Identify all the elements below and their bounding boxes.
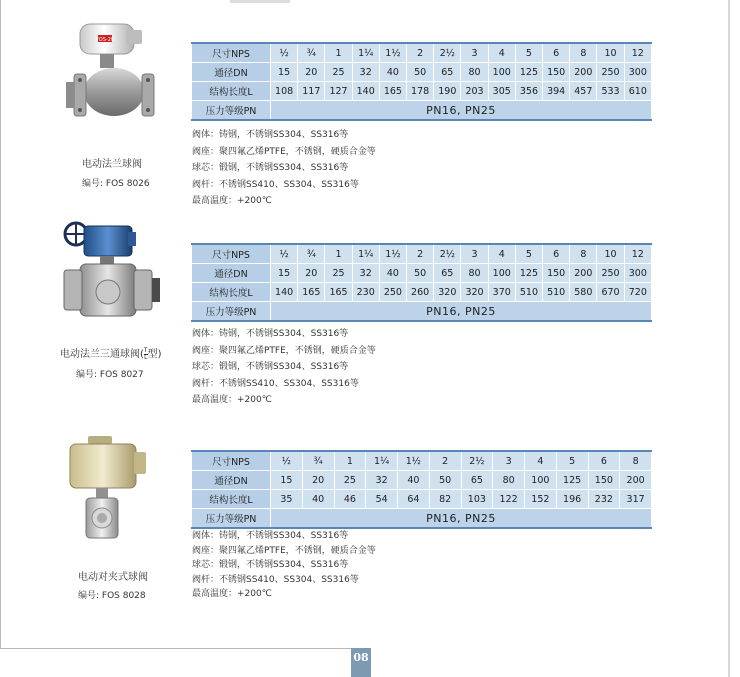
dn-header: 通径DN [192, 264, 271, 283]
nps-cell: ¾ [298, 244, 325, 264]
top-edge-fragment [230, 0, 290, 3]
spec-body: 阀体：铸钢，不锈钢SS304、SS316等 [192, 531, 349, 541]
length-cell: 165 [379, 82, 406, 101]
length-cell: 103 [461, 490, 493, 509]
pn-row [192, 509, 652, 529]
dn-cell: 200 [620, 471, 652, 490]
dn-cell: 300 [624, 264, 651, 283]
nps-cell: 4 [488, 43, 515, 63]
spec-body: 阀体：铸钢，不锈钢SS304、SS316等 [192, 130, 349, 140]
dn-cell: 150 [588, 471, 620, 490]
nps-cell: 8 [570, 244, 597, 264]
spec-stem: 阀杆：不锈钢SS410、SS304、SS316等 [192, 179, 359, 190]
dn-header: 通径DN [192, 63, 271, 82]
pn-header: 压力等级PN [192, 302, 271, 322]
nps-cell: 2½ [461, 451, 493, 471]
spec-temperature: 最高温度：+200℃ [192, 589, 272, 599]
length-cell: 196 [556, 490, 588, 509]
length-cell: 165 [325, 283, 352, 302]
length-cell: 670 [597, 283, 624, 302]
dn-cell: 200 [570, 63, 597, 82]
spec-stem: 阀杆：不锈钢SS410、SS304、SS316等 [192, 574, 359, 585]
product-code: 编号: FOS 8028 [78, 591, 146, 601]
dn-cell: 80 [493, 471, 525, 490]
pn-header: 压力等级PN [192, 509, 271, 529]
material-specs [192, 127, 376, 210]
nps-cell: 2½ [434, 43, 461, 63]
electric-wafer-ball-valve-image [66, 432, 158, 544]
dn-cell: 15 [271, 63, 298, 82]
length-cell: 122 [493, 490, 525, 509]
length-cell: 510 [543, 283, 570, 302]
nps-header: 尺寸NPS [192, 451, 271, 471]
length-cell: 356 [515, 82, 542, 101]
nps-cell: 1 [325, 43, 352, 63]
length-cell: 190 [434, 82, 461, 101]
nps-cell: 10 [597, 244, 624, 264]
dn-cell: 40 [379, 63, 406, 82]
spec-table-fos-8028 [191, 450, 652, 529]
pn-value: PN16, PN25 [271, 101, 652, 121]
length-header: 结构长度L [192, 283, 271, 302]
nps-cell: 10 [597, 43, 624, 63]
nps-cell: ¾ [302, 451, 334, 471]
nps-cell: 6 [543, 43, 570, 63]
dn-cell: 100 [488, 264, 515, 283]
nps-cell: 2 [429, 451, 461, 471]
nps-cell: 2 [407, 43, 434, 63]
nps-cell: 3 [493, 451, 525, 471]
nps-header: 尺寸NPS [192, 43, 271, 63]
length-cell: 510 [515, 283, 542, 302]
dn-cell: 50 [429, 471, 461, 490]
pn-header: 压力等级PN [192, 101, 271, 121]
dn-cell: 15 [271, 471, 303, 490]
length-header: 结构长度L [192, 82, 271, 101]
length-cell: 140 [352, 82, 379, 101]
right-border-rule [728, 0, 730, 677]
dn-cell: 40 [379, 264, 406, 283]
length-cell: 457 [570, 82, 597, 101]
nps-row [192, 451, 652, 471]
length-row [192, 490, 652, 509]
length-row [192, 82, 652, 101]
dn-cell: 150 [543, 63, 570, 82]
spec-seat: 阀座：聚四氟乙烯PTFE，不锈钢，硬质合金等 [192, 146, 376, 157]
dn-cell: 32 [366, 471, 398, 490]
dn-cell: 32 [352, 264, 379, 283]
dn-cell: 20 [298, 63, 325, 82]
dn-cell: 50 [407, 63, 434, 82]
nps-cell: 4 [488, 244, 515, 264]
nps-row [192, 43, 652, 63]
page-number: 08 [353, 651, 369, 664]
length-header: 结构长度L [192, 490, 271, 509]
dn-row [192, 264, 652, 283]
length-cell: 317 [620, 490, 652, 509]
length-row [192, 283, 652, 302]
length-cell: 140 [271, 283, 298, 302]
electric-flanged-ball-valve-image [66, 20, 172, 132]
length-cell: 610 [624, 82, 651, 101]
dn-cell: 15 [271, 264, 298, 283]
nps-cell: 8 [620, 451, 652, 471]
nps-cell: 1½ [379, 43, 406, 63]
nps-cell: 1¼ [352, 43, 379, 63]
nps-cell: 1 [325, 244, 352, 264]
product-name-text: 电动法兰三通球阀( [60, 349, 144, 360]
length-cell: 178 [407, 82, 434, 101]
dn-cell: 125 [515, 264, 542, 283]
spec-seat: 阀座：聚四氟乙烯PTFE，不锈钢，硬质合金等 [192, 545, 376, 556]
spec-ball: 球芯：锻钢，不锈钢SS304、SS316等 [192, 362, 349, 372]
type-bottom: L [144, 353, 148, 361]
product-code: 编号: FOS 8026 [82, 179, 150, 189]
dn-cell: 100 [488, 63, 515, 82]
dn-cell: 20 [302, 471, 334, 490]
length-cell: 370 [488, 283, 515, 302]
length-cell: 250 [379, 283, 406, 302]
dn-cell: 40 [398, 471, 430, 490]
svg-text:FOS-20: FOS-20 [95, 37, 115, 43]
product-name-suffix: 型) [147, 349, 162, 360]
length-cell: 40 [302, 490, 334, 509]
dn-cell: 80 [461, 264, 488, 283]
dn-row [192, 471, 652, 490]
electric-flanged-three-way-ball-valve-image [62, 220, 162, 328]
product-name [60, 345, 161, 361]
nps-cell: ¾ [298, 43, 325, 63]
pn-value: PN16, PN25 [271, 302, 652, 322]
nps-cell: 5 [515, 244, 542, 264]
spec-seat: 阀座：聚四氟乙烯PTFE，不锈钢，硬质合金等 [192, 345, 376, 356]
dn-cell: 65 [434, 63, 461, 82]
nps-cell: 12 [624, 43, 651, 63]
nps-cell: ½ [271, 43, 298, 63]
dn-cell: 32 [352, 63, 379, 82]
length-cell: 580 [570, 283, 597, 302]
dn-cell: 25 [334, 471, 366, 490]
dn-cell: 65 [461, 471, 493, 490]
dn-cell: 125 [556, 471, 588, 490]
product-name: 电动法兰球阀 [82, 159, 142, 170]
nps-cell: 1½ [379, 244, 406, 264]
nps-cell: 1¼ [352, 244, 379, 264]
dn-cell: 100 [525, 471, 557, 490]
bottom-border-rule [0, 648, 351, 649]
length-cell: 260 [407, 283, 434, 302]
nps-cell: 1¼ [366, 451, 398, 471]
pn-row [192, 302, 652, 322]
length-cell: 108 [271, 82, 298, 101]
nps-cell: 1½ [398, 451, 430, 471]
dn-cell: 150 [543, 264, 570, 283]
dn-cell: 300 [624, 63, 651, 82]
spec-body: 阀体：铸钢，不锈钢SS304、SS316等 [192, 329, 349, 339]
length-cell: 46 [334, 490, 366, 509]
length-cell: 82 [429, 490, 461, 509]
dn-cell: 125 [515, 63, 542, 82]
nps-cell: 8 [570, 43, 597, 63]
nps-cell: ½ [271, 244, 298, 264]
pn-row [192, 101, 652, 121]
length-cell: 232 [588, 490, 620, 509]
spec-ball: 球芯：锻钢，不锈钢SS304、SS316等 [192, 163, 349, 173]
length-cell: 720 [624, 283, 651, 302]
nps-cell: 12 [624, 244, 651, 264]
dn-cell: 200 [570, 264, 597, 283]
length-cell: 230 [352, 283, 379, 302]
dn-cell: 250 [597, 63, 624, 82]
spec-table-fos-8027 [191, 243, 652, 322]
length-cell: 203 [461, 82, 488, 101]
length-cell: 35 [271, 490, 303, 509]
dn-cell: 50 [407, 264, 434, 283]
nps-cell: 3 [461, 244, 488, 264]
length-cell: 533 [597, 82, 624, 101]
dn-cell: 25 [325, 264, 352, 283]
length-cell: 152 [525, 490, 557, 509]
spec-temperature: 最高温度：+200℃ [192, 196, 272, 206]
nps-cell: 2 [407, 244, 434, 264]
pn-value: PN16, PN25 [271, 509, 652, 529]
spec-temperature: 最高温度：+200℃ [192, 395, 272, 405]
nps-row [192, 244, 652, 264]
nps-cell: 1 [334, 451, 366, 471]
dn-cell: 25 [325, 63, 352, 82]
dn-cell: 65 [434, 264, 461, 283]
nps-cell: ½ [271, 451, 303, 471]
spec-ball: 球芯：锻钢，不锈钢SS304、SS316等 [192, 560, 349, 570]
length-cell: 320 [434, 283, 461, 302]
length-cell: 320 [461, 283, 488, 302]
material-specs [192, 326, 376, 409]
nps-cell: 6 [543, 244, 570, 264]
dn-cell: 250 [597, 264, 624, 283]
nps-cell: 4 [525, 451, 557, 471]
nps-cell: 5 [556, 451, 588, 471]
dn-cell: 80 [461, 63, 488, 82]
type-top: T [143, 346, 148, 354]
dn-row [192, 63, 652, 82]
length-cell: 165 [298, 283, 325, 302]
length-cell: 54 [366, 490, 398, 509]
nps-cell: 3 [461, 43, 488, 63]
nps-cell: 2½ [434, 244, 461, 264]
material-specs [192, 529, 376, 602]
spec-table-fos-8026 [191, 42, 652, 121]
length-cell: 394 [543, 82, 570, 101]
length-cell: 117 [298, 82, 325, 101]
length-cell: 64 [398, 490, 430, 509]
nps-cell: 6 [588, 451, 620, 471]
nps-header: 尺寸NPS [192, 244, 271, 264]
dn-header: 通径DN [192, 471, 271, 490]
length-cell: 127 [325, 82, 352, 101]
nps-cell: 5 [515, 43, 542, 63]
spec-stem: 阀杆：不锈钢SS410、SS304、SS316等 [192, 378, 359, 389]
product-name: 电动对夹式球阀 [78, 572, 148, 583]
dn-cell: 20 [298, 264, 325, 283]
length-cell: 305 [488, 82, 515, 101]
product-code: 编号: FOS 8027 [76, 370, 144, 380]
left-border-rule [0, 0, 1, 648]
